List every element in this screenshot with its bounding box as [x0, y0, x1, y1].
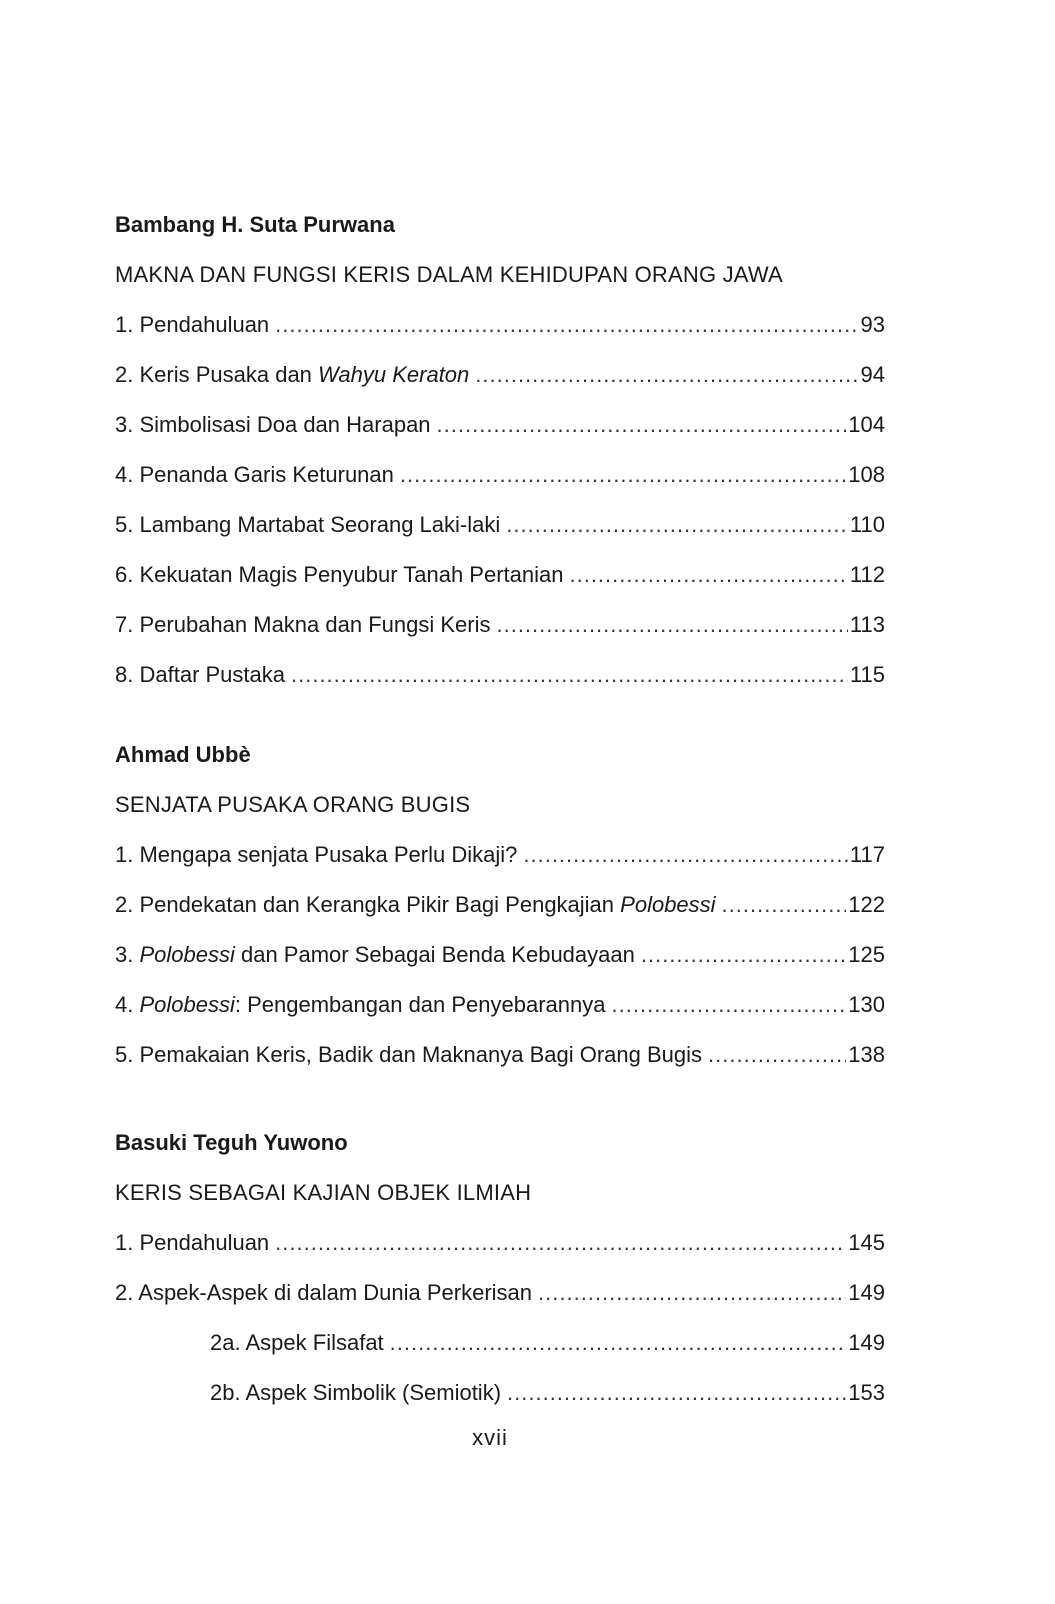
leader-dots	[523, 830, 848, 880]
page-number: 130	[848, 992, 885, 1017]
toc-entry: 1. Pendahuluan ..... 145	[115, 1218, 885, 1268]
toc-entry: 6. Kekuatan Magis Penyubur Tanah Pertanian ..... 112	[115, 550, 885, 600]
toc-section-ubbe	[115, 730, 885, 1080]
section-author: Basuki Teguh Yuwono	[115, 1130, 348, 1155]
page-number: 115	[849, 662, 885, 687]
leader-dots	[400, 450, 846, 500]
section-title: MAKNA DAN FUNGSI KERIS DALAM KEHIDUPAN ORANG JAWA	[115, 262, 783, 287]
leader-dots	[291, 650, 848, 700]
leader-dots	[475, 350, 858, 400]
toc-entry: 7. Perubahan Makna dan Fungsi Keris ..... 113	[115, 600, 885, 650]
leader-dots	[569, 550, 847, 600]
page-number: 94	[860, 362, 885, 387]
section-author: Ahmad Ubbè	[115, 742, 251, 767]
page-number: 117	[849, 842, 885, 867]
page-number: 93	[860, 312, 885, 337]
leader-dots	[708, 1030, 846, 1080]
toc-subentry: 2b. Aspek Simbolik (Semiotik) ..... 153	[115, 1368, 885, 1418]
page-number: 149	[848, 1280, 885, 1305]
toc-entry: 2. Aspek-Aspek di dalam Dunia Perkerisan ..... 149	[115, 1268, 885, 1318]
section-title: KERIS SEBAGAI KAJIAN OBJEK ILMIAH	[115, 1180, 532, 1205]
leader-dots	[390, 1318, 847, 1368]
toc-entry: 8. Daftar Pustaka ..... 115	[115, 650, 885, 700]
page-number: 153	[848, 1380, 885, 1405]
leader-dots	[437, 400, 847, 450]
toc-subentry: 2a. Aspek Filsafat ..... 149	[115, 1318, 885, 1368]
page-number: 149	[848, 1330, 885, 1355]
toc-entry: 5. Pemakaian Keris, Badik dan Maknanya Bagi Orang Bugis ..... 138	[115, 1030, 885, 1080]
page-number: 104	[848, 412, 885, 437]
toc-entry: 1. Mengapa senjata Pusaka Perlu Dikaji? ..... 117	[115, 830, 885, 880]
toc-entry: 4. Penanda Garis Keturunan ..... 108	[115, 450, 885, 500]
page-number: 108	[848, 462, 885, 487]
section-title: SENJATA PUSAKA ORANG BUGIS	[115, 792, 471, 817]
page-folio: xvii	[472, 1425, 508, 1450]
page-number: 112	[849, 562, 885, 587]
toc-entry: 5. Lambang Martabat Seorang Laki-laki ..... 110	[115, 500, 885, 550]
toc-section-purwana	[115, 200, 885, 700]
leader-dots	[612, 980, 847, 1030]
leader-dots	[496, 600, 847, 650]
toc-section-yuwono	[115, 1118, 885, 1418]
page-number: 113	[849, 612, 885, 637]
page-number: 110	[849, 512, 885, 537]
leader-dots	[722, 880, 847, 930]
leader-dots	[641, 930, 846, 980]
page-number: 138	[848, 1042, 885, 1067]
page-number: 122	[848, 892, 885, 917]
leader-dots	[507, 1368, 846, 1418]
toc-entry: 2. Pendekatan dan Kerangka Pikir Bagi Pengkajian Polobessi ..... 122	[115, 880, 885, 930]
leader-dots	[275, 1218, 846, 1268]
toc-entry: 1. Pendahuluan ..... 93	[115, 300, 885, 350]
section-author: Bambang H. Suta Purwana	[115, 212, 395, 237]
toc-entry: 4. Polobessi: Pengembangan dan Penyebarannya ..... 130	[115, 980, 885, 1030]
toc-entry: 3. Simbolisasi Doa dan Harapan ..... 104	[115, 400, 885, 450]
leader-dots	[506, 500, 848, 550]
toc-entry: 2. Keris Pusaka dan Wahyu Keraton ..... 94	[115, 350, 885, 400]
leader-dots	[538, 1268, 846, 1318]
page-number: 145	[848, 1230, 885, 1255]
leader-dots	[275, 300, 858, 350]
page-number: 125	[848, 942, 885, 967]
toc-entry: 3. Polobessi dan Pamor Sebagai Benda Kebudayaan ..... 125	[115, 930, 885, 980]
